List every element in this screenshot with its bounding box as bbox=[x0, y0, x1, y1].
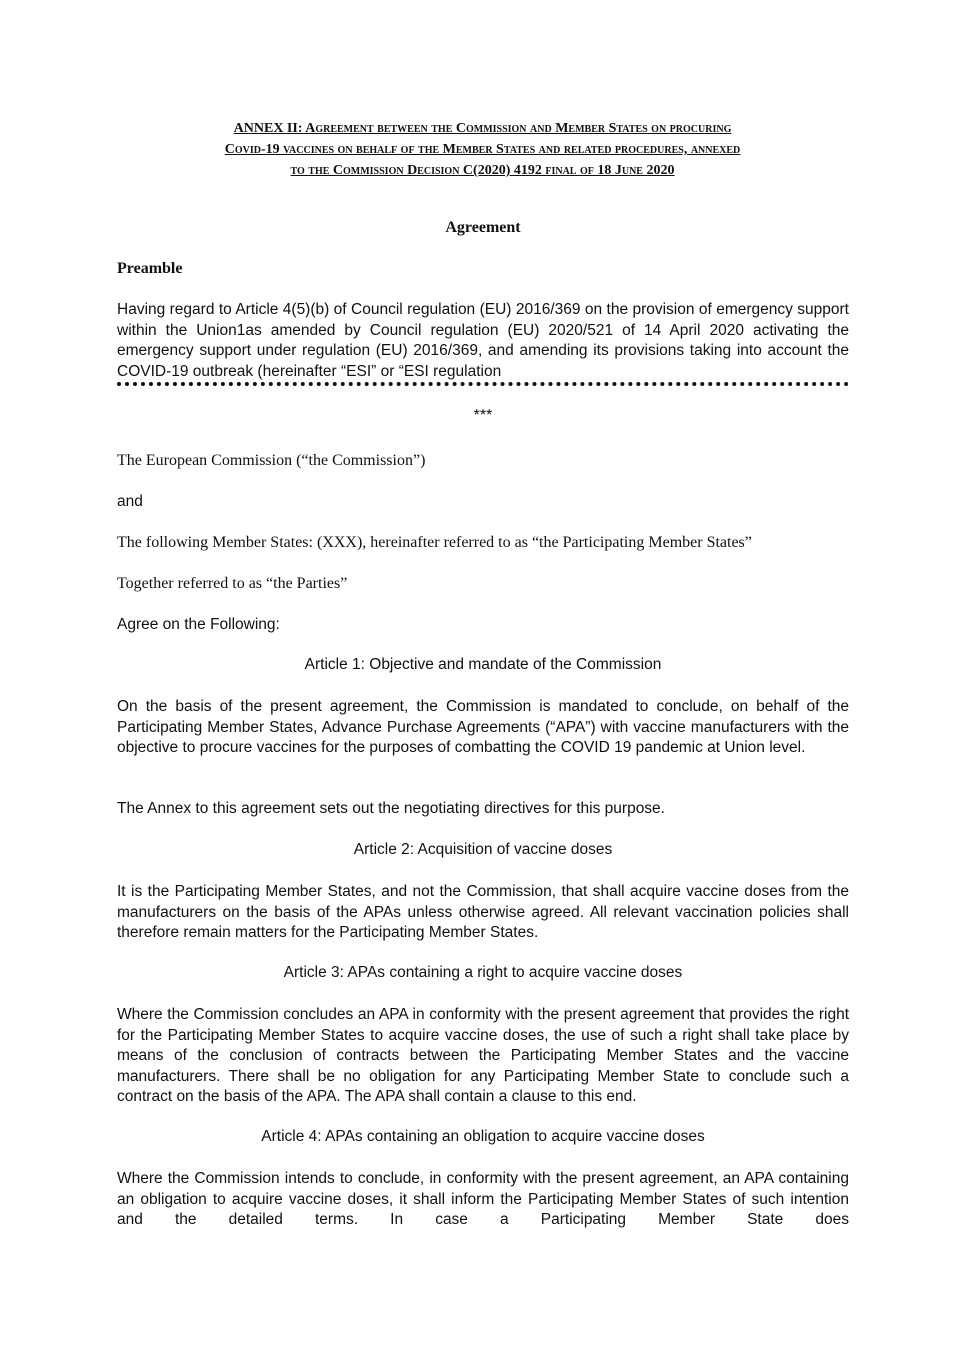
party-member-states: The following Member States: (XXX), hereinafter referred to as “the Participating Member States” bbox=[117, 534, 752, 551]
annex-heading-line-3: to the Commission Decision C(2020) 4192 final of 18 June 2020 bbox=[290, 163, 675, 178]
article-1-paragraph-2: The Annex to this agreement sets out the negotiating directives for this purpose. bbox=[117, 800, 665, 817]
parties-together: Together referred to as “the Parties” bbox=[117, 575, 348, 592]
article-2-paragraph-1: It is the Participating Member States, and not the Commission, that shall acquire vaccine doses from the manufacturers on the basis of the APAs unless otherwise agreed. All relevant vaccination policies shall therefore remain matters for the Participating Member States. bbox=[117, 883, 849, 941]
article-1-title: Article 1: Objective and mandate of the Commission bbox=[304, 656, 662, 673]
annex-heading bbox=[110, 118, 855, 181]
party-and: and bbox=[117, 493, 143, 510]
article-2-title: Article 2: Acquisition of vaccine doses bbox=[353, 841, 613, 858]
annex-heading-line-1: ANNEX II: Agreement between the Commission and Member States on procuring bbox=[233, 121, 732, 136]
party-commission: The European Commission (“the Commission”) bbox=[117, 452, 426, 469]
dotted-separator-line bbox=[117, 382, 849, 386]
article-3-paragraph-1: Where the Commission concludes an APA in conformity with the present agreement that provides the right for the Participating Member States to acquire vaccine doses, the use of such a right shall take place by means of the conclusion of contracts between the Participating Member States and the vaccine manufacturers. There shall be no obligation for any Participating Member State to conclude such a contract on the basis of the APA. The APA shall contain a clause to this end. bbox=[117, 1006, 849, 1105]
preamble-heading: Preamble bbox=[117, 260, 183, 277]
preamble-text: Having regard to Article 4(5)(b) of Council regulation (EU) 2016/369 on the provision of emergency support within the Union1as amended by Council regulation (EU) 2020/521 of 14 April 2020 activating the emergency support under regulation (EU) 2016/369, and amending its provisions taking into account the COVID-19 outbreak (hereinafter “ESI” or “ESI regulation bbox=[117, 301, 849, 380]
article-4-title: Article 4: APAs containing an obligation to acquire vaccine doses bbox=[261, 1128, 705, 1145]
agreement-title: Agreement bbox=[445, 219, 521, 236]
article-1-paragraph-1: On the basis of the present agreement, the Commission is mandated to conclude, on behalf of the Participating Member States, Advance Purchase Agreements (“APA”) with vaccine manufacturers with the objective to procure vaccines for the purposes of combatting the COVID 19 pandemic at Union level. bbox=[117, 698, 849, 756]
agree-following: Agree on the Following: bbox=[117, 616, 280, 633]
article-3-title: Article 3: APAs containing a right to acquire vaccine doses bbox=[283, 964, 683, 981]
annex-heading-line-2: Covid-19 vaccines on behalf of the Member States and related procedures, annexed bbox=[224, 142, 741, 157]
section-separator: *** bbox=[473, 407, 493, 424]
article-4-paragraph-1: Where the Commission intends to conclude, in conformity with the present agreement, an APA containing an obligation to acquire vaccine doses, it shall inform the Participating Member States of such intention and the detailed terms. In case a Participating Member State does bbox=[117, 1170, 849, 1228]
